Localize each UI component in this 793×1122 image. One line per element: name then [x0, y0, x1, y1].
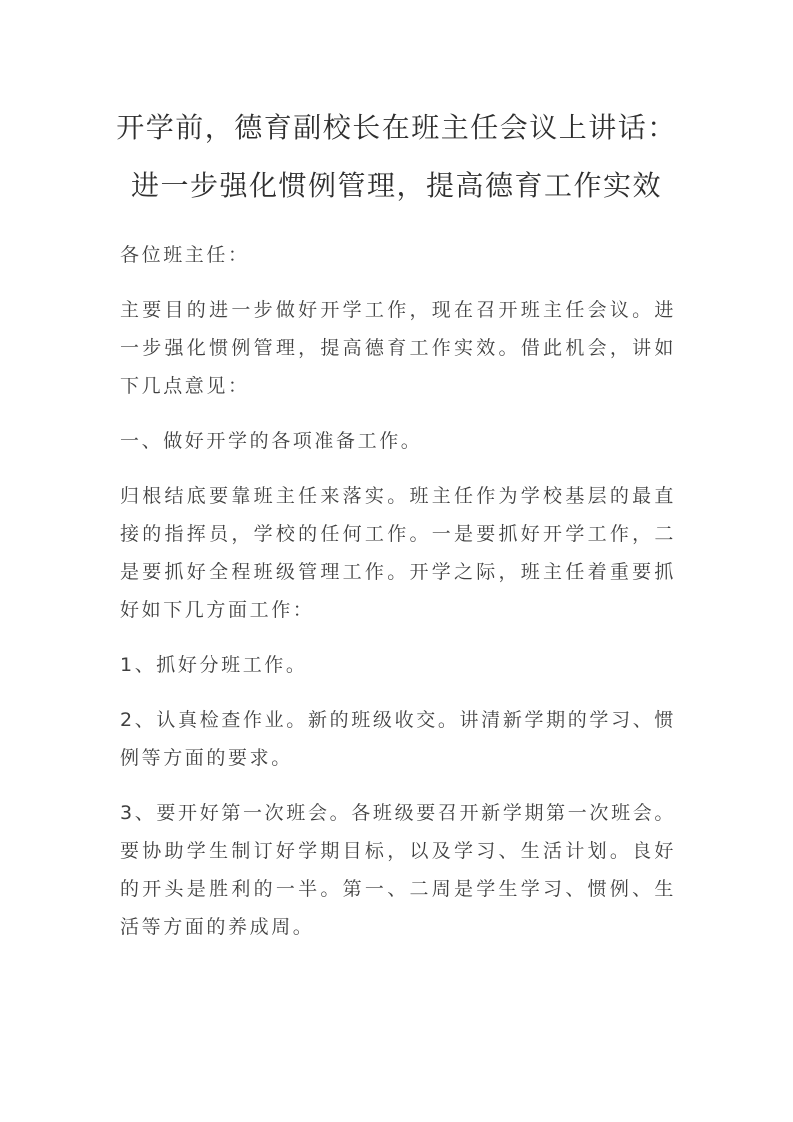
intro-paragraph: 主要目的进一步做好开学工作，现在召开班主任会议。进一步强化惯例管理，提高德育工作实效。借此机会，讲如下几点意见：	[120, 299, 676, 397]
list-item: 3、要开好第一次班会。各班级要召开新学期第一次班会。要协助学生制订好学期目标，以及学习、生活计划。良好的开头是胜利的一半。第一、二周是学生学习、惯例、生活等方面的养成周。	[120, 802, 676, 938]
list-item: 2、认真检查作业。新的班级收交。讲清新学期的学习、惯例等方面的要求。	[120, 709, 676, 769]
title-line-2: 进一步强化惯例管理，提高德育工作实效	[130, 169, 662, 202]
section-heading-1: 一、做好开学的各项准备工作。	[120, 430, 423, 452]
list-item: 1、抓好分班工作。	[120, 654, 308, 676]
document-body	[120, 236, 676, 963]
document-title	[100, 99, 693, 215]
paragraph: 归根结底要靠班主任来落实。班主任作为学校基层的最直接的指挥员，学校的任何工作。一是要抓好开学工作，二是要抓好全程班级管理工作。开学之际，班主任着重要抓好如下几方面工作：	[120, 485, 676, 621]
title-line-1: 开学前，德育副校长在班主任会议上讲话：	[116, 111, 677, 144]
salutation: 各位班主任：	[120, 244, 250, 266]
